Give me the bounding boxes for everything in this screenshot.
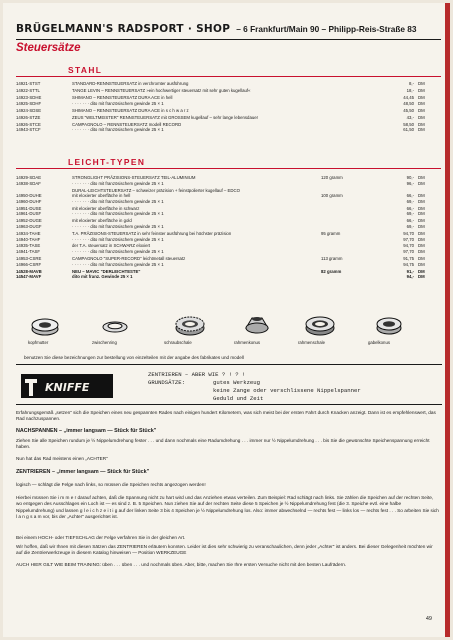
grundsatz-1: gutes Werkzeug (213, 379, 260, 386)
article-number: 14963-DUGF (16, 223, 42, 229)
kopfmutter-icon (30, 314, 60, 338)
item-description: mit eloxierter oberfläche in hell (72, 193, 131, 199)
item-description: SHIMANO – RENNSTEUERSATZ DURA ACE in hell (72, 94, 173, 100)
price-row (16, 115, 442, 121)
item-description: T.A. PRÄZISIONS-STEUERSATZ in sehr feinster ausführung bei höchster präzision (72, 230, 232, 236)
zentrieren-method: Hierbei müssen Sie i m m e r darauf achten, daß die Spannung nicht zu hart wird und das Anziehen etwas verteilen. Zum Beispiel: Rad schlägt nach links. Sie zählen die Speichen auf der rechten Seite, wo entgegen des Ausschlages ein Loch ist — es sind z. B. 5 Speichen. Nun ziehen Sie auf der rechten Seite diese 5 Speichen je ½ Nippelumdrehung fest (die 3. Speiche evtl. eine halbe Nippelumdrehung) und lassen g l e i c h z e i t i g auf der linken Seite 3 bis 4 Speichen je ½ Nippelumdrehung los. Also: immer abwechselnd — rechts fest — links los — rechts fest . . . So arbeiten Sie sich l a n g s a m vor, bis der „Achter" ausgerichtet ist. (16, 495, 439, 520)
price-row (16, 127, 442, 133)
grundsaetze-label: GRUNDSÄTZE: (148, 379, 185, 386)
item-description: der T.A. steuersatz in SCHWARZ eloxiert (72, 243, 151, 249)
item-weight: 100 gramm (321, 193, 343, 199)
article-number: 14950-DUHE (16, 193, 42, 199)
section-rule (16, 168, 441, 169)
article-number: 14925-SDHF (16, 100, 42, 106)
item-description: SHIMANO – RENNSTEUERSATZ DURA ACE in s c h w a r z (72, 107, 189, 113)
article-number: 14924-SDSE (16, 107, 42, 113)
item-description: STRONGLIGHT PRÄZISIONS-STEUERSATZ TEIL-ALUMINIUM (72, 175, 196, 180)
item-currency: DM (418, 218, 425, 224)
part-label: zwischenring (92, 340, 117, 345)
price-row (16, 101, 442, 107)
kniffe-rule (16, 404, 442, 405)
item-currency: DM (418, 127, 425, 133)
price-row (16, 199, 442, 205)
item-price: 97,70 (403, 249, 414, 255)
section-stahl-label: STAHL (68, 65, 103, 75)
item-currency: DM (418, 256, 425, 262)
section-leicht-label: LEICHT-TYPEN (68, 157, 146, 167)
price-row (16, 88, 442, 94)
article-number: 14943-STCF (16, 127, 41, 133)
item-currency: DM (418, 193, 425, 199)
item-description: · · · · · · · dito mit französischem gewinde 25 × 1 (72, 223, 164, 229)
item-description: mit eloxierter oberfläche in schwarz (72, 205, 140, 211)
item-price: 90,- (406, 175, 414, 180)
grundsatz-3: Geduld und Zeit (213, 395, 264, 402)
parts-legend (16, 311, 442, 373)
achter-note: Nun hat das Rad meistens einen „ACHTER" (16, 456, 108, 461)
page-header (16, 23, 441, 35)
article-number: 14961-DUSF (16, 211, 42, 217)
price-row (16, 274, 442, 280)
part-label: schraubschale (164, 340, 192, 345)
item-currency: DM (418, 81, 425, 86)
kniffe-logo-text: KNIFFE (45, 381, 90, 394)
section-leicht (16, 157, 441, 167)
item-currency: DM (418, 211, 425, 217)
article-number: 14953-CSRE (16, 256, 42, 262)
section-rule (16, 76, 441, 77)
item-weight: 95 gramm (321, 230, 341, 236)
nachspannen-paragraph: Ziehen Sie alle Speichen rundum je ½ Nippelumdrehung fester . . . und dann nochmals eine Radumdrehung . . . immer nur ½ Nippelumdrehung . . . bis Sie die gewünschte Speichenspannung erreicht haben. (16, 438, 430, 450)
kniffe-title: ZENTRIEREN – ABER WIE ? ! ? ! (148, 371, 246, 378)
header-rule (16, 39, 441, 40)
item-price: 91,75 (403, 256, 414, 262)
item-price: 91,- (406, 268, 414, 274)
item-price: 18,- (406, 87, 414, 93)
section-stahl (16, 65, 441, 75)
item-description: · · · · · · · dito mit französischem gewinde 25 × 1 (72, 127, 164, 133)
item-currency: DM (418, 87, 425, 93)
item-price: 94,70 (403, 243, 414, 249)
item-currency: DM (418, 230, 425, 236)
item-currency: DM (418, 100, 425, 106)
zentrieren-heading: ZENTRIEREN – „immer langsam — Stück für Stück" (16, 469, 150, 475)
item-description: DURAL-LEICHTSTEUERSATZ – schweizer präzision + feinstpolierter kugellauf – EDCO (72, 187, 240, 193)
article-number: 14940-TAHF (16, 236, 41, 242)
item-currency: DM (418, 243, 425, 249)
item-price: 97,70 (403, 236, 414, 242)
item-currency: DM (418, 274, 425, 280)
item-description: · · · · · · · dito mit französischem gewinde 25 × 1 (72, 180, 164, 186)
item-currency: DM (418, 249, 425, 255)
item-price: 58,50 (403, 121, 414, 127)
item-description: · · · · · · · dito mit französischem gewinde 25 × 1 (72, 261, 164, 267)
kniffe-logo (21, 370, 113, 402)
item-description: NEU – MAVIC "DERLEICHTESTE" (72, 268, 141, 274)
item-price: 45,50 (403, 107, 414, 113)
item-price: 61,50 (403, 127, 414, 133)
hochschlag-note: Bei einem HOCH- oder TIEFSCHLAG der Felge verfahren Sie in der gleichen Art. (16, 535, 186, 540)
item-price: 66,- (406, 193, 414, 199)
item-weight: 120 gramm (321, 175, 343, 180)
item-currency: DM (418, 268, 425, 274)
rahmenschale-icon (304, 314, 336, 338)
zwischenring-icon (100, 314, 130, 338)
item-description: · · · · · · · dito mit französischem gewinde 25 × 1 (72, 236, 164, 242)
article-number: 14960-DUHF (16, 198, 42, 204)
item-price: 69,- (406, 223, 414, 229)
item-currency: DM (418, 236, 425, 242)
item-price: 96,- (406, 180, 414, 186)
article-number: 14547-MAVF (16, 274, 42, 280)
article-number: 14935-TASE (16, 243, 41, 249)
price-row (16, 237, 442, 243)
article-number: 14528-MAVB (16, 268, 42, 274)
article-number: 14923-SDHE (16, 94, 42, 100)
item-currency: DM (418, 107, 425, 113)
page-title: Steuersätze (16, 42, 81, 54)
price-row (16, 181, 442, 187)
item-currency: DM (418, 198, 425, 204)
article-number: 14952-DUGE (16, 218, 42, 224)
item-currency: DM (418, 121, 425, 127)
article-number: 14966-CSRF (16, 261, 42, 267)
item-price: 8,- (408, 81, 414, 86)
price-row (16, 224, 442, 230)
item-currency: DM (418, 261, 425, 267)
parts-rule (16, 364, 442, 365)
item-description: dito mit franz. Gewinde 25 × 1 (72, 274, 133, 280)
item-description: · · · · · · · dito mit französischem gewinde 25 × 1 (72, 198, 164, 204)
part-label: kopfmutter (28, 340, 49, 345)
part-label: rahmenschale (298, 340, 325, 345)
item-description: · · · · · · · dito mit französischem gewinde 25 × 1 (72, 100, 164, 106)
item-description: CAMPAGNOLO "SUPER-RECORD" leichtmetall steuersatz (72, 256, 186, 262)
item-description: mit eloxierter oberfläche in gold (72, 218, 132, 224)
item-price: 43,- (406, 114, 414, 120)
page-number: 49 (425, 616, 432, 622)
schraubschale-icon (174, 314, 206, 338)
item-weight: 82 gramm (321, 268, 342, 274)
gabelkonus-icon (374, 314, 404, 338)
intro-paragraph: Erfahrungsgemäß „setzen" sich die Speichen eines neu gespannten Rades nach einigen hundert Kilometern, was sich meist bei der ersten Fahrt durch Knacken anzeigt. Dann ist es empfehlenswert, das Rad nachzuspannen. (16, 410, 436, 422)
item-description: · · · · · · · dito mit französischem gewinde 25 × 1 (72, 249, 164, 255)
price-row (16, 81, 442, 87)
article-number: 14926-STCE (16, 121, 41, 127)
item-currency: DM (418, 205, 425, 211)
article-number: 14929-SDAE (16, 175, 42, 180)
item-description: · · · · · · · dito mit französischem gewinde 25 × 1 (72, 211, 164, 217)
item-price: 66,- (406, 218, 414, 224)
parts-note: benutzen Sie diese bezeichnungen zur bestellung von einzelteilen mit der angabe des fabrikates und modell (24, 355, 244, 360)
item-price: 94,- (406, 274, 414, 280)
item-currency: DM (418, 114, 425, 120)
training-paragraph: AUCH HIER GILT WIE BEIM TRAINING: üben . . . üben . . . und nochmals üben. Aber, bitte, machen Sie Ihre ersten Versuche nicht mit den besten Laufrädern. (16, 562, 347, 567)
item-price: 94,75 (403, 261, 414, 267)
item-description: ZEUS "WELTMEISTER" RENNSTEUERSATZ mit GROSSEM kugellauf – sehr lange lebensdauer (72, 114, 259, 120)
part-label: rahmenkonus (234, 340, 261, 345)
nachspannen-heading: NACHSPANNEN – „immer langsam — Stück für Stück" (16, 428, 157, 434)
shop-name: BRÜGELMANN'S RADSPORT · SHOP (16, 23, 231, 35)
part-label: gabelkonus (368, 340, 390, 345)
page-edge-stripe (445, 3, 450, 637)
item-weight: 113 gramm (321, 256, 343, 262)
item-description: CAMPAGNOLO – RENNSTEUERSATZ modell RECORD (72, 121, 182, 127)
shop-address: – 6 Frankfurt/Main 90 – Philipp-Reis-Straße 83 (236, 24, 417, 34)
grundsatz-2: keine Zange oder verschlissene Nippelspanner (213, 387, 361, 394)
stahl-price-list (16, 81, 442, 133)
price-row (16, 249, 442, 255)
item-price: 66,- (406, 205, 414, 211)
item-price: 69,- (406, 198, 414, 204)
item-currency: DM (418, 175, 425, 180)
item-price: 94,70 (403, 230, 414, 236)
article-number: 14922-STTL (16, 87, 40, 93)
article-number: 14921-STST (16, 81, 41, 86)
item-description: STANDARD-RENNSTEUERSATZ in verchromter ausführung (72, 81, 189, 86)
price-row (16, 211, 442, 217)
leicht-price-list (16, 175, 442, 280)
zentrieren-logic: logisch — schlägt die Felge nach links, so müssen die Speichen rechts angezogen werden! (16, 482, 206, 487)
item-currency: DM (418, 223, 425, 229)
article-number: 14934-TAHE (16, 230, 41, 236)
rahmenkonus-icon (242, 314, 272, 338)
catalog-page (3, 3, 450, 637)
item-description: TANGE LEVIN – RENNSTEUERSATZ »ein hochwertiger steuersatz mit sehr guten kugellauf« (72, 87, 251, 93)
item-currency: DM (418, 180, 425, 186)
article-number: 14926-STZE (16, 114, 41, 120)
closing-paragraph: Wir hoffen, daß wir Ihnen mit diesen Sätzen das ZENTRIEREN erläutern konnten. Leider ist dies sehr schwierig zu veranschaulichen, denn jeder „Achter" ist anders. Bei dieser Gelegenheit möchten wir auf die Zentrierwerkzeuge in diesem Katalog hinweisen — Position WERKZEUGE (16, 544, 433, 556)
item-price: 48,50 (403, 100, 414, 106)
price-row (16, 262, 442, 268)
item-price: 44,45 (403, 94, 414, 100)
article-number: 14938-SDAF (16, 180, 41, 186)
article-number: 14941-TASF (16, 249, 41, 255)
price-row (16, 108, 442, 114)
article-number: 14951-DUSE (16, 205, 42, 211)
item-price: 69,- (406, 211, 414, 217)
item-currency: DM (418, 94, 425, 100)
